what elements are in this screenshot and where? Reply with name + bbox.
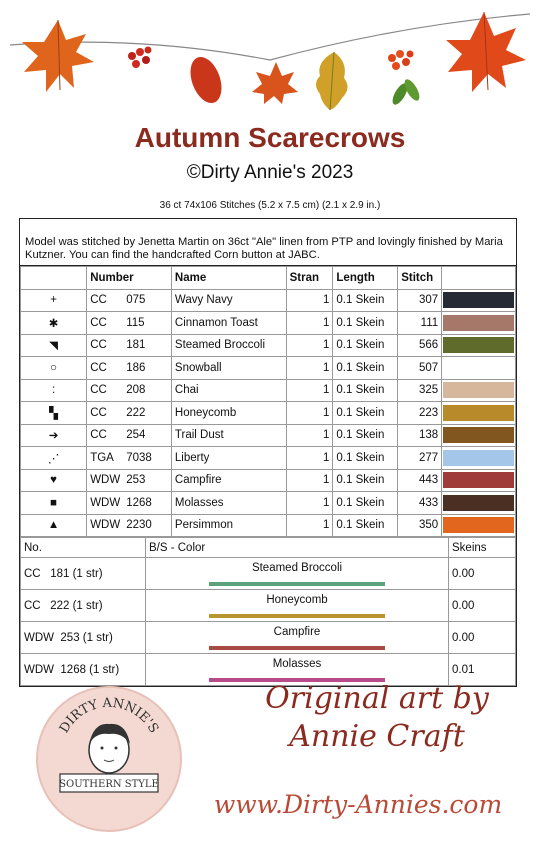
name-cell: Liberty [171,447,286,470]
backstitch-color-name: Campfire [146,622,449,643]
stitch-cell: 223 [398,402,442,425]
legend-header-row [21,267,516,290]
length-cell: 0.1 Skein [333,334,398,357]
backstitch-line-cell [146,610,449,622]
strands-cell: 1 [286,424,333,447]
color-swatch [443,382,514,398]
number-cell [87,357,172,380]
thread-row [21,492,516,515]
number-header: Number [87,267,172,290]
thread-row [21,447,516,470]
thread-code: 2230 [126,519,152,532]
signature-line-1: Original art by [265,681,489,716]
thread-row [21,424,516,447]
symbol-cell: ○ [21,357,87,380]
thread-code: 7038 [126,451,152,464]
stitch-cell: 138 [398,424,442,447]
stitch-cell: 111 [398,312,442,335]
swatch-cell [442,357,516,380]
website-link[interactable]: www.Dirty-Annies.com [213,790,503,819]
thread-code: 253 [126,474,146,487]
swatch-cell [442,312,516,335]
brand-code: CC [90,429,107,442]
name-cell: Molasses [171,492,286,515]
symbol-cell: ▲ [21,514,87,537]
color-swatch [443,517,514,533]
number-cell [87,289,172,312]
thread-code: 208 [126,384,146,397]
oval-leaf-icon [185,53,228,108]
thread-row [21,357,516,380]
swatch-header [442,267,516,290]
swatch-cell [442,379,516,402]
strands-header: Stran [286,267,333,290]
backstitch-number: CC 181 (1 str) [21,558,146,590]
color-swatch [443,292,514,308]
name-cell: Wavy Navy [171,289,286,312]
strands-cell: 1 [286,334,333,357]
symbol-cell: ▚ [21,402,87,425]
length-cell: 0.1 Skein [333,379,398,402]
thread-row [21,289,516,312]
backstitch-header-row [21,538,516,558]
symbol-cell: + [21,289,87,312]
symbol-header [21,267,87,290]
backstitch-number: CC 222 (1 str) [21,590,146,622]
length-cell: 0.1 Skein [333,402,398,425]
symbol-cell: ➔ [21,424,87,447]
copyright-line: ©Dirty Annie's 2023 [186,162,354,183]
swatch-cell [442,514,516,537]
stitch-cell: 307 [398,289,442,312]
length-cell: 0.1 Skein [333,424,398,447]
name-cell: Persimmon [171,514,286,537]
name-cell: Cinnamon Toast [171,312,286,335]
backstitch-skeins: 0.00 [449,590,516,622]
symbol-cell: ✱ [21,312,87,335]
stitch-cell: 507 [398,357,442,380]
symbol-cell: ♥ [21,469,87,492]
skeins-header: Skeins [449,538,516,558]
number-cell [87,492,172,515]
swatch-cell [442,492,516,515]
color-swatch [443,472,514,488]
color-swatch [443,360,514,376]
thread-code: 1268 [126,496,152,509]
thread-code: 115 [126,316,145,329]
stitch-cell: 350 [398,514,442,537]
number-cell [87,312,172,335]
swatch-cell [442,424,516,447]
backstitch-skeins: 0.00 [449,622,516,654]
length-cell: 0.1 Skein [333,447,398,470]
symbol-cell: ◥ [21,334,87,357]
name-cell: Steamed Broccoli [171,334,286,357]
svg-text:SOUTHERN STYLE: SOUTHERN STYLE [59,779,159,790]
brand-code: WDW [90,519,121,532]
strands-cell: 1 [286,312,333,335]
brand-code: WDW [90,474,121,487]
thread-code: 075 [126,294,146,307]
name-cell: Honeycomb [171,402,286,425]
number-cell [87,402,172,425]
name-cell: Campfire [171,469,286,492]
thread-row [21,469,516,492]
stitch-dimensions: 36 ct 74x106 Stitches (5.2 x 7.5 cm) (2.1 x 2.9 in.) [159,200,381,211]
backstitch-line-sample [209,582,385,586]
strands-cell: 1 [286,514,333,537]
swatch-cell [442,469,516,492]
color-swatch [443,315,514,331]
number-cell [87,469,172,492]
backstitch-line-sample [209,614,385,618]
color-swatch [443,427,514,443]
backstitch-row [21,558,516,579]
thread-code: 181 [126,339,146,352]
strands-cell: 1 [286,357,333,380]
stitching-note: Model was stitched by Jenetta Martin on 36ct "Ale" linen from PTP and lovingly finished by Maria Kutzner. You can find the handcrafted Corn button at JABC. [20,219,516,266]
stitch-cell: 325 [398,379,442,402]
stitch-cell: 433 [398,492,442,515]
length-cell: 0.1 Skein [333,289,398,312]
swatch-cell [442,402,516,425]
number-cell [87,379,172,402]
brand-code: CC [90,316,107,329]
artist-signature [232,680,522,756]
brand-code: CC [90,406,107,419]
length-cell: 0.1 Skein [333,469,398,492]
small-maple-leaf-icon [252,62,298,104]
swatch-cell [442,289,516,312]
symbol-cell: ⋰ [21,447,87,470]
swatch-cell [442,447,516,470]
backstitch-color-name: Molasses [146,654,449,675]
brand-code: CC [90,361,107,374]
backstitch-line-cell [146,578,449,590]
number-cell [87,334,172,357]
stitch-header: Stitch [398,267,442,290]
backstitch-table [20,537,516,686]
maple-leaf-icon [22,20,94,92]
backstitch-line-sample [209,646,385,650]
backstitch-number: WDW 253 (1 str) [21,622,146,654]
strands-cell: 1 [286,469,333,492]
length-header: Length [333,267,398,290]
no-header: No. [21,538,146,558]
color-swatch [443,405,514,421]
number-cell [87,424,172,447]
thread-row [21,402,516,425]
stitch-cell: 566 [398,334,442,357]
backstitch-line-cell [146,642,449,654]
color-swatch [443,495,514,511]
brand-code: TGA [90,451,114,464]
thread-row [21,379,516,402]
floss-key-sheet [19,218,517,687]
signature-line-2: Annie Craft [289,719,465,754]
length-cell: 0.1 Skein [333,492,398,515]
color-swatch [443,337,514,353]
thread-code: 222 [126,406,146,419]
bs-color-header: B/S - Color [146,538,449,558]
svg-text:DIRTY ANNIE'S: DIRTY ANNIE'S [56,695,162,736]
rowan-berries-icon [128,47,152,69]
length-cell: 0.1 Skein [333,357,398,380]
brand-code: CC [90,339,107,352]
backstitch-row [21,654,516,675]
dirty-annies-logo [34,684,184,834]
brand-code: WDW [90,496,121,509]
name-cell: Trail Dust [171,424,286,447]
color-swatch [443,450,514,466]
stitch-cell: 443 [398,469,442,492]
backstitch-color-name: Honeycomb [146,590,449,611]
name-header: Name [171,267,286,290]
number-cell [87,447,172,470]
strands-cell: 1 [286,447,333,470]
large-maple-leaf-icon [446,12,526,92]
strands-cell: 1 [286,289,333,312]
thread-code: 186 [126,361,146,374]
stitch-cell: 277 [398,447,442,470]
strands-cell: 1 [286,379,333,402]
backstitch-row [21,622,516,643]
name-cell: Chai [171,379,286,402]
brand-code: CC [90,384,107,397]
backstitch-color-name: Steamed Broccoli [146,558,449,579]
backstitch-row [21,590,516,611]
thread-legend-table [20,266,516,537]
rowan-sprig-icon [388,50,422,107]
length-cell: 0.1 Skein [333,514,398,537]
backstitch-number: WDW 1268 (1 str) [21,654,146,686]
number-cell [87,514,172,537]
thread-row [21,312,516,335]
backstitch-skeins: 0.00 [449,558,516,590]
autumn-leaf-garland [0,0,540,120]
oak-leaf-icon [316,52,348,110]
backstitch-skeins: 0.01 [449,654,516,686]
symbol-cell: : [21,379,87,402]
portrait-icon [89,724,130,773]
swatch-cell [442,334,516,357]
brand-code: CC [90,294,107,307]
pattern-title: Autumn Scarecrows [134,122,406,153]
name-cell: Snowball [171,357,286,380]
symbol-cell: ■ [21,492,87,515]
thread-row [21,334,516,357]
length-cell: 0.1 Skein [333,312,398,335]
strands-cell: 1 [286,402,333,425]
thread-row [21,514,516,537]
strands-cell: 1 [286,492,333,515]
thread-code: 254 [126,429,146,442]
